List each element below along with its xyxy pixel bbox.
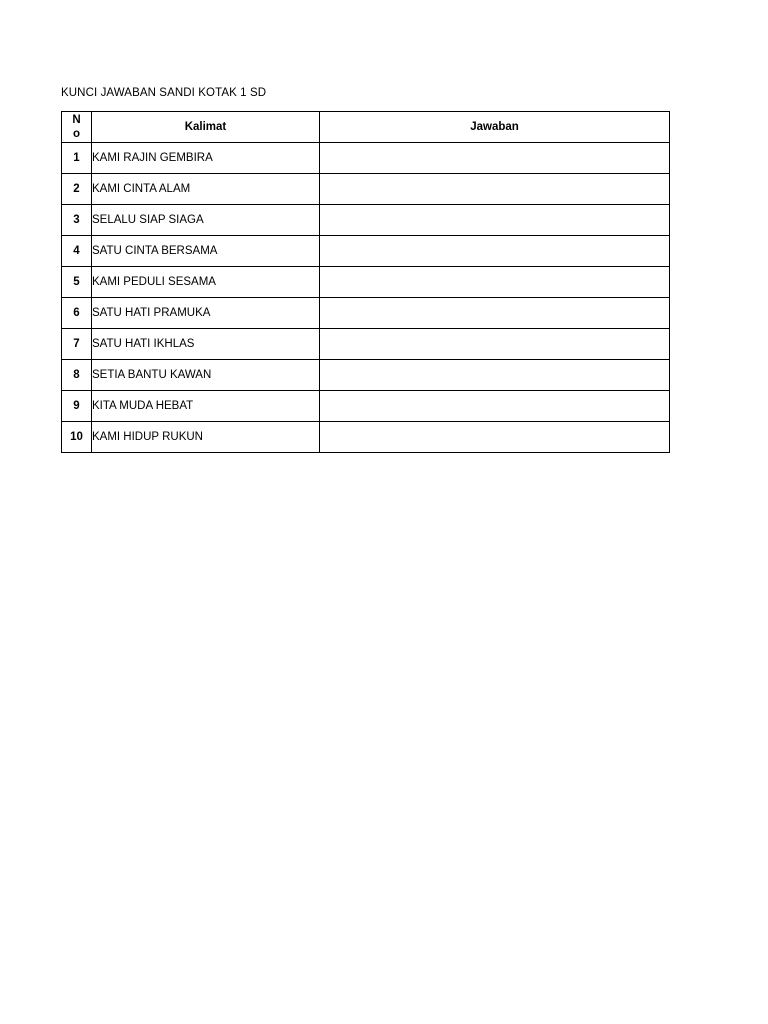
row-number: 3 — [62, 205, 92, 236]
row-kalimat: KAMI RAJIN GEMBIRA — [92, 143, 320, 174]
header-no — [62, 112, 92, 143]
row-jawaban — [320, 174, 670, 205]
row-jawaban — [320, 329, 670, 360]
table-row — [62, 174, 670, 205]
row-kalimat: SATU HATI IKHLAS — [92, 329, 320, 360]
row-jawaban — [320, 298, 670, 329]
table-row — [62, 143, 670, 174]
table-row — [62, 267, 670, 298]
table-row — [62, 360, 670, 391]
row-number: 10 — [62, 422, 92, 453]
row-kalimat: SATU CINTA BERSAMA — [92, 236, 320, 267]
row-kalimat: SATU HATI PRAMUKA — [92, 298, 320, 329]
row-number: 7 — [62, 329, 92, 360]
row-kalimat: SETIA BANTU KAWAN — [92, 360, 320, 391]
row-number: 4 — [62, 236, 92, 267]
table-row — [62, 391, 670, 422]
header-jawaban: Jawaban — [320, 112, 670, 143]
row-number: 6 — [62, 298, 92, 329]
row-jawaban — [320, 391, 670, 422]
row-number: 1 — [62, 143, 92, 174]
row-jawaban — [320, 143, 670, 174]
table-row — [62, 422, 670, 453]
row-kalimat: SELALU SIAP SIAGA — [92, 205, 320, 236]
row-jawaban — [320, 267, 670, 298]
table-row — [62, 205, 670, 236]
row-kalimat: KAMI HIDUP RUKUN — [92, 422, 320, 453]
row-jawaban — [320, 236, 670, 267]
row-number: 5 — [62, 267, 92, 298]
table-row — [62, 329, 670, 360]
row-number: 9 — [62, 391, 92, 422]
row-jawaban — [320, 360, 670, 391]
row-jawaban — [320, 205, 670, 236]
header-kalimat: Kalimat — [92, 112, 320, 143]
table-row — [62, 236, 670, 267]
table-header-row — [62, 112, 670, 143]
row-kalimat: KITA MUDA HEBAT — [92, 391, 320, 422]
document-title: KUNCI JAWABAN SANDI KOTAK 1 SD — [61, 87, 267, 99]
answer-table — [61, 111, 670, 453]
table-row — [62, 298, 670, 329]
header-no-label: No — [72, 114, 81, 140]
row-number: 2 — [62, 174, 92, 205]
row-kalimat: KAMI CINTA ALAM — [92, 174, 320, 205]
row-number: 8 — [62, 360, 92, 391]
row-kalimat: KAMI PEDULI SESAMA — [92, 267, 320, 298]
row-jawaban — [320, 422, 670, 453]
